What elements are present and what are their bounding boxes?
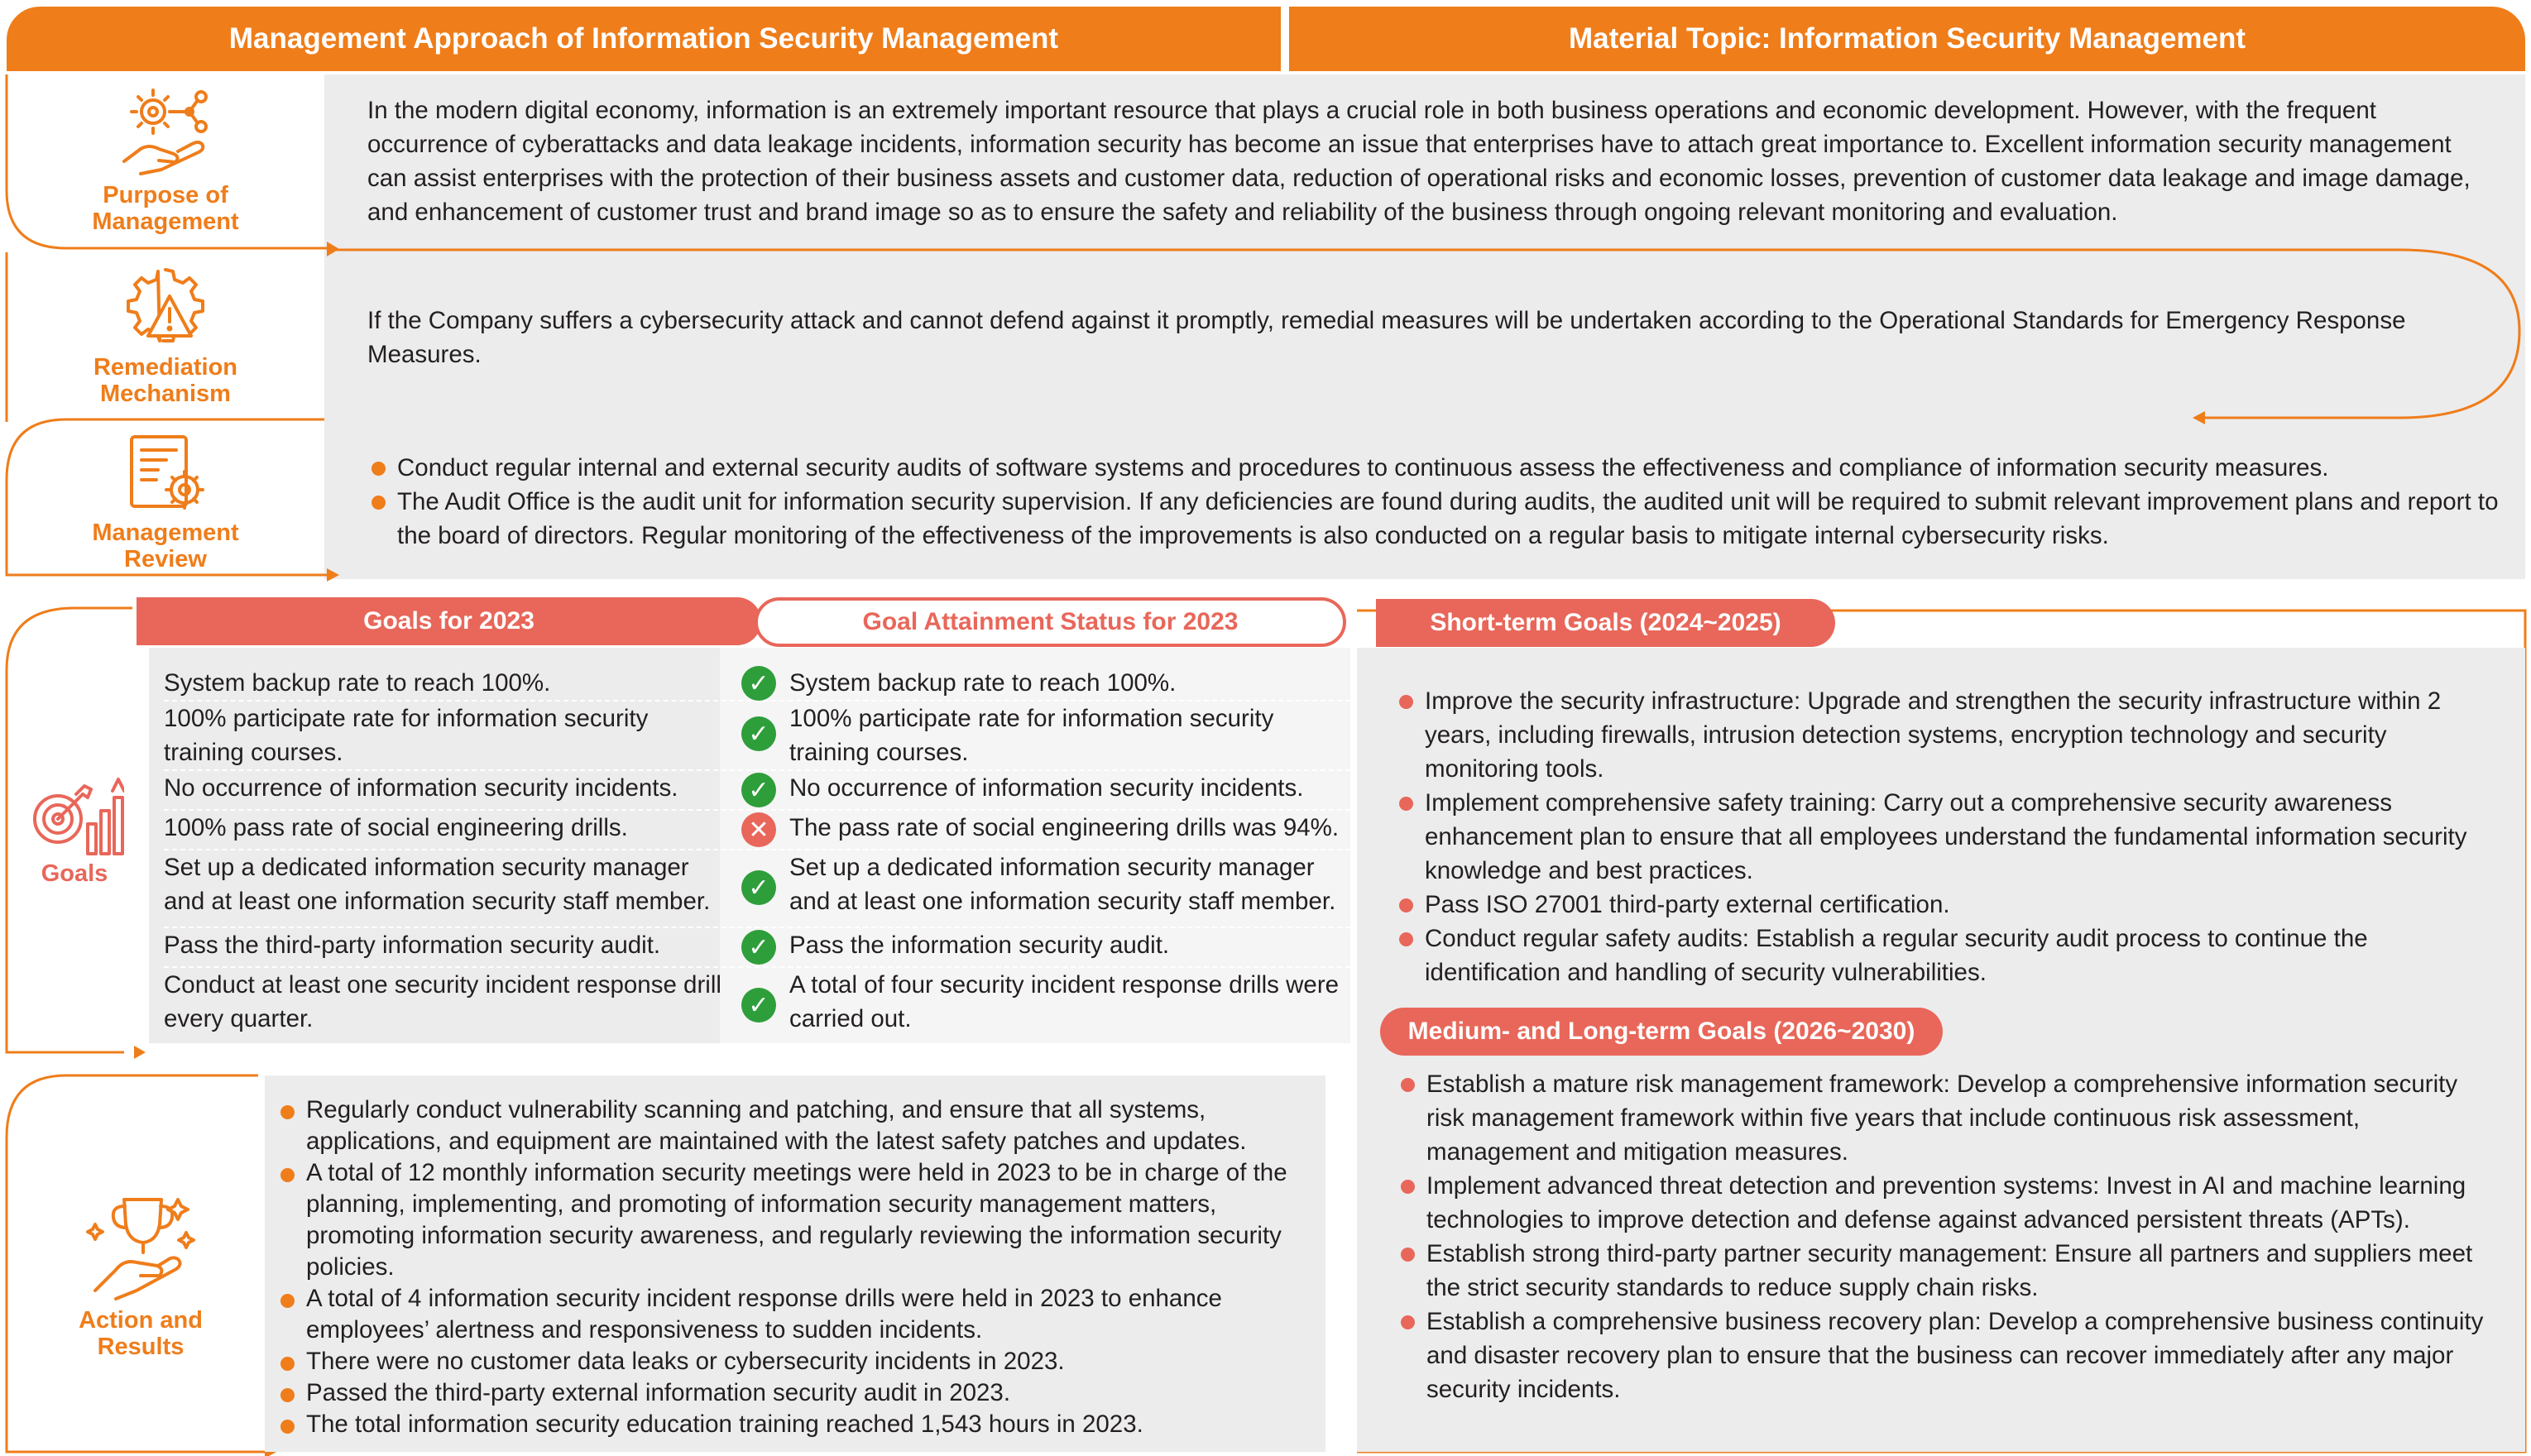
goal-row: System backup rate to reach 100%. xyxy=(164,666,726,702)
remediation-label-line1: Remediation xyxy=(93,354,238,381)
goals-label-block xyxy=(17,761,132,902)
review-label-line2: Review xyxy=(124,546,207,572)
check-icon: ✓ xyxy=(741,773,776,807)
list-item: Implement comprehensive safety training: Carry out a comprehensive security awareness enhancement plan to ensure that all employees understand the fundamental information security knowledge and best practices. xyxy=(1425,786,2492,888)
goal-row: 100% pass rate of social engineering drills. xyxy=(164,811,726,850)
header-left-title: Management Approach of Information Security Management xyxy=(228,22,1059,55)
header-right-title: Material Topic: Information Security Management xyxy=(1568,22,2246,55)
purpose-text: In the modern digital economy, information is an extremely important resource that plays a crucial role in both business operations and economic development. However, with the frequent occurrence of cyberattacks and data leakage incidents, information security has become an issue that enterprises have to attach great importance to. Excellent information security management can assist enterprises with the protection of their business assets and customer data, reduction of operational risks and economic losses, prevention of customer data leakage and image damage, and enhancement of customer trust and brand image so as to ensure the safety and reliability of the business through ongoing relevant monitoring and evaluation. xyxy=(367,97,2471,226)
long-term-header-text: Medium- and Long-term Goals (2026~2030) xyxy=(1407,1018,1915,1045)
status-row xyxy=(721,811,1350,850)
status-text: Pass the information security audit. xyxy=(789,932,1170,959)
target-chart-icon xyxy=(25,761,124,860)
status-text: System backup rate to reach 100%. xyxy=(789,669,1177,697)
actions-label xyxy=(58,1307,223,1360)
trophy-hand-icon xyxy=(79,1183,203,1307)
status-text: The pass rate of social engineering drills was 94%. xyxy=(789,814,1340,841)
purpose-label xyxy=(66,182,265,235)
review-list xyxy=(397,451,2499,553)
status-row xyxy=(721,968,1350,1042)
list-item: Establish strong third-party partner security management: Ensure all partners and suppliers meet the strict security standards to reduce supply chain risks. xyxy=(1426,1237,2494,1305)
gear-warning-icon xyxy=(120,263,211,354)
check-icon: ✓ xyxy=(741,988,776,1023)
list-item: A total of 12 monthly information security meetings were held in 2023 to be in charge of the planning, implementing, and promoting of information security management matters, promoting information security awareness, and regularly reviewing the information security policies. xyxy=(306,1157,1307,1283)
actions-label-line2: Results xyxy=(97,1334,185,1360)
short-term-header xyxy=(1376,599,1835,647)
cross-icon: ✕ xyxy=(741,812,776,847)
status-row xyxy=(721,850,1350,928)
check-icon: ✓ xyxy=(741,666,776,701)
review-label-line1: Management xyxy=(92,520,239,546)
status-text: 100% participate rate for information security training courses. xyxy=(789,705,1274,766)
list-item: Establish a mature risk management framework: Develop a comprehensive information security risk management framework within five years that include continuous risk assessment, management and mitigation measures. xyxy=(1426,1067,2494,1169)
check-icon: ✓ xyxy=(741,870,776,905)
list-item: Implement advanced threat detection and prevention systems: Invest in AI and machine learning technologies to improve detection and defense against advanced persistent threats (APTs). xyxy=(1426,1169,2494,1237)
list-item: Passed the third-party external information security audit in 2023. xyxy=(306,1377,1307,1409)
status-row xyxy=(721,771,1350,811)
status-2023-header xyxy=(755,597,1346,647)
short-term-list xyxy=(1425,684,2492,989)
long-term-header xyxy=(1380,1008,1943,1056)
purpose-label-block xyxy=(66,83,265,244)
status-row xyxy=(721,702,1350,771)
goals-column xyxy=(164,666,726,1042)
status-2023-header-text: Goal Attainment Status for 2023 xyxy=(862,608,1239,635)
goals-label: Goals xyxy=(41,860,108,887)
hand-gear-network-icon xyxy=(116,83,215,182)
status-row xyxy=(721,928,1350,968)
remediation-label xyxy=(66,354,265,407)
goal-row: Set up a dedicated information security manager and at least one information security staff member. xyxy=(164,850,726,928)
list-item: Pass ISO 27001 third-party external certification. xyxy=(1425,888,2492,922)
status-text: Set up a dedicated information security manager and at least one information security staff member. xyxy=(789,854,1336,915)
goals-2023-header xyxy=(137,597,761,645)
goals-2023-header-text: Goals for 2023 xyxy=(363,607,534,635)
purpose-label-line1: Purpose of xyxy=(103,182,228,208)
list-item: The Audit Office is the audit unit for information security supervision. If any deficiencies are found during audits, the audited unit will be required to submit relevant improvement plans and report to the board of directors. Regular monitoring of the effectiveness of the improvements is also conducted on a regular basis to mitigate internal cybersecurity risks. xyxy=(397,485,2499,553)
purpose-label-line2: Management xyxy=(92,208,239,235)
list-item: A total of 4 information security incident response drills were held in 2023 to enhance employees’ alertness and responsiveness to sudden incidents. xyxy=(306,1283,1307,1346)
short-term-header-text: Short-term Goals (2024~2025) xyxy=(1430,609,1781,636)
long-term-list xyxy=(1426,1067,2494,1406)
list-item: Improve the security infrastructure: Upgrade and strengthen the security infrastructure within 2 years, including firewalls, intrusion detection systems, encryption technology and security monitoring tools. xyxy=(1425,684,2492,786)
status-row xyxy=(721,666,1350,702)
actions-list xyxy=(306,1094,1307,1440)
status-text: A total of four security incident response drills were carried out. xyxy=(789,971,1340,1032)
status-text: No occurrence of information security incidents. xyxy=(789,774,1304,802)
list-item: There were no customer data leaks or cybersecurity incidents in 2023. xyxy=(306,1346,1307,1377)
goal-row: Pass the third-party information security audit. xyxy=(164,928,726,968)
list-item: Conduct regular safety audits: Establish a regular security audit process to continue the identification and handling of security vulnerabilities. xyxy=(1425,922,2492,989)
review-label xyxy=(66,520,265,572)
list-item: Establish a comprehensive business recovery plan: Develop a comprehensive business continuity and disaster recovery plan to ensure that the business can recover immediately after any major security incidents. xyxy=(1426,1305,2494,1406)
check-icon: ✓ xyxy=(741,930,776,965)
list-item: Conduct regular internal and external security audits of software systems and procedures to continuous assess the effectiveness and compliance of information security measures. xyxy=(397,451,2499,485)
remediation-text: If the Company suffers a cybersecurity attack and cannot defend against it promptly, remedial measures will be undertaken according to the Operational Standards for Emergency Response Measures. xyxy=(367,307,2406,368)
actions-label-block xyxy=(58,1183,223,1390)
goal-row: No occurrence of information security incidents. xyxy=(164,771,726,811)
review-label-block xyxy=(66,429,265,577)
remediation-label-line2: Mechanism xyxy=(100,381,231,407)
goal-row: Conduct at least one security incident response drill every quarter. xyxy=(164,971,721,1032)
goal-row: 100% participate rate for information security training courses. xyxy=(164,702,726,771)
list-item: The total information security education training reached 1,543 hours in 2023. xyxy=(306,1409,1307,1440)
status-column xyxy=(721,666,1350,1042)
remediation-label-block xyxy=(66,263,265,412)
document-gear-icon xyxy=(120,429,211,520)
check-icon: ✓ xyxy=(741,716,776,751)
list-item: Regularly conduct vulnerability scanning and patching, and ensure that all systems, applications, and equipment are maintained with the latest safety patches and updates. xyxy=(306,1094,1307,1157)
actions-label-line1: Action and xyxy=(79,1307,203,1334)
